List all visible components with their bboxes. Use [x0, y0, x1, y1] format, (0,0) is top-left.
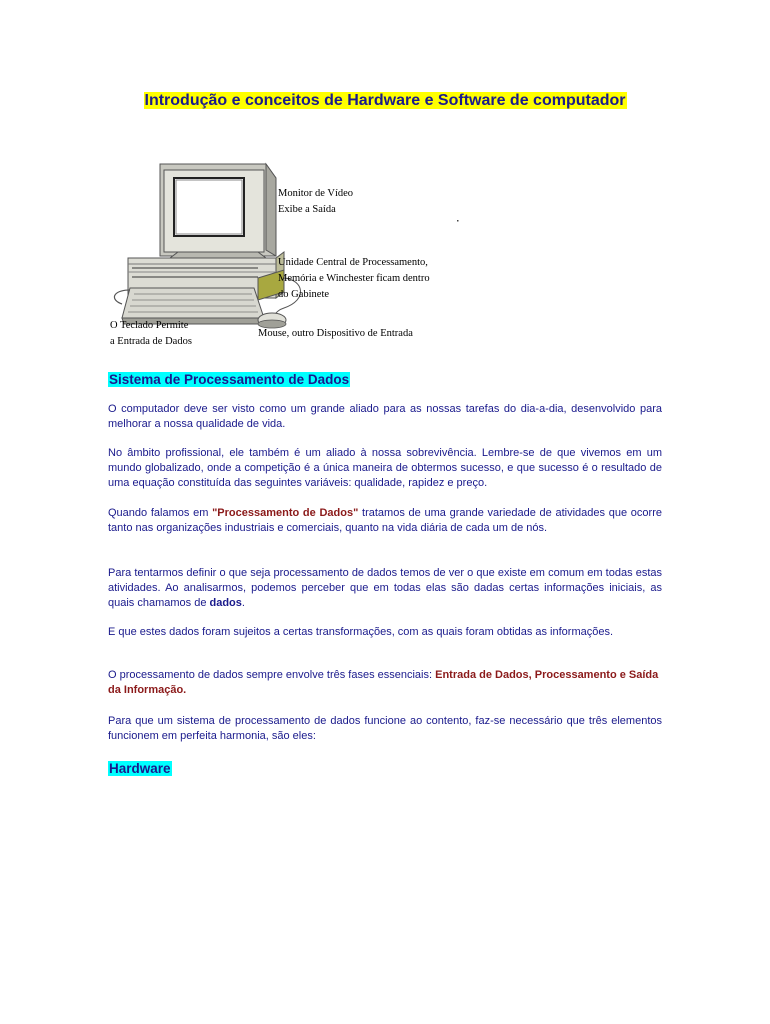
paragraph-6-start: O processamento de dados sempre envolve três fases essenciais: — [108, 669, 436, 681]
caption-cpu: Unidade Central de Processamento, Memória e Winchester ficam dentro do Gabinete — [278, 257, 430, 300]
caption-mouse: Mouse, outro Dispositivo de Entrada — [258, 328, 413, 339]
section-heading-processamento — [108, 371, 350, 389]
page-title — [0, 92, 770, 110]
paragraph-6-emphasis: Entrada de Dados, Processamento e Saída da Informação. — [108, 669, 659, 696]
computer-illustration — [108, 158, 468, 354]
paragraph-5: E que estes dados foram sujeitos a certas transformações, com as quais foram obtidas as informações. — [108, 626, 614, 638]
paragraph-4-end: . — [241, 597, 245, 609]
paragraph-4 — [108, 566, 662, 611]
paragraph-6 — [108, 668, 662, 698]
paragraph-3-end: tratamos de uma grande variedade de atividades que ocorre tanto nas organizações industriais e comerciais, quanto na vida diária de cada um de nós. — [108, 507, 662, 534]
paragraph-2: No âmbito profissional, ele também é um aliado à nossa sobrevivência. Lembre-se de que vivemos em um mundo globalizado, onde a competição é a única maneira de obtermos sucesso, e que sucesso é o resultado de uma equação constituída das seguintes variáveis: qualidade, rapidez e preço. — [108, 447, 662, 489]
paragraph-3-emphasis: "Processamento de Dados" — [212, 507, 359, 519]
paragraph-3 — [108, 506, 662, 536]
page-title-text: Introdução e conceitos de Hardware e Software de computador — [144, 92, 626, 109]
section-heading-hardware — [108, 760, 172, 778]
paragraph-4-start: Para tentarmos definir o que seja processamento de dados temos de ver o que existe em comum em todas estas atividades. Ao analisarmos, podemos perceber que em todas elas são dadas certas informações iniciais, as quais chamamos de — [108, 567, 662, 609]
paragraph-1: O computador deve ser visto como um grande aliado para as nossas tarefas do dia-a-dia, desenvolvido para melhorar a nossa qualidade de vida. — [108, 403, 662, 430]
section-heading-hardware-text: Hardware — [109, 761, 171, 776]
caption-monitor: Monitor de Vídeo Exibe a Saída — [278, 188, 354, 215]
section-heading-text: Sistema de Processamento de Dados — [109, 372, 350, 387]
caption-keyboard: O Teclado Permite a Entrada de Dados — [110, 320, 192, 347]
paragraph-7: Para que um sistema de processamento de dados funcione ao contento, faz-se necessário que três elementos funcionem em perfeita harmonia, são eles: — [108, 715, 662, 742]
paragraph-3-start: Quando falamos em — [108, 507, 213, 519]
paragraph-4-emphasis: dados — [209, 597, 242, 609]
